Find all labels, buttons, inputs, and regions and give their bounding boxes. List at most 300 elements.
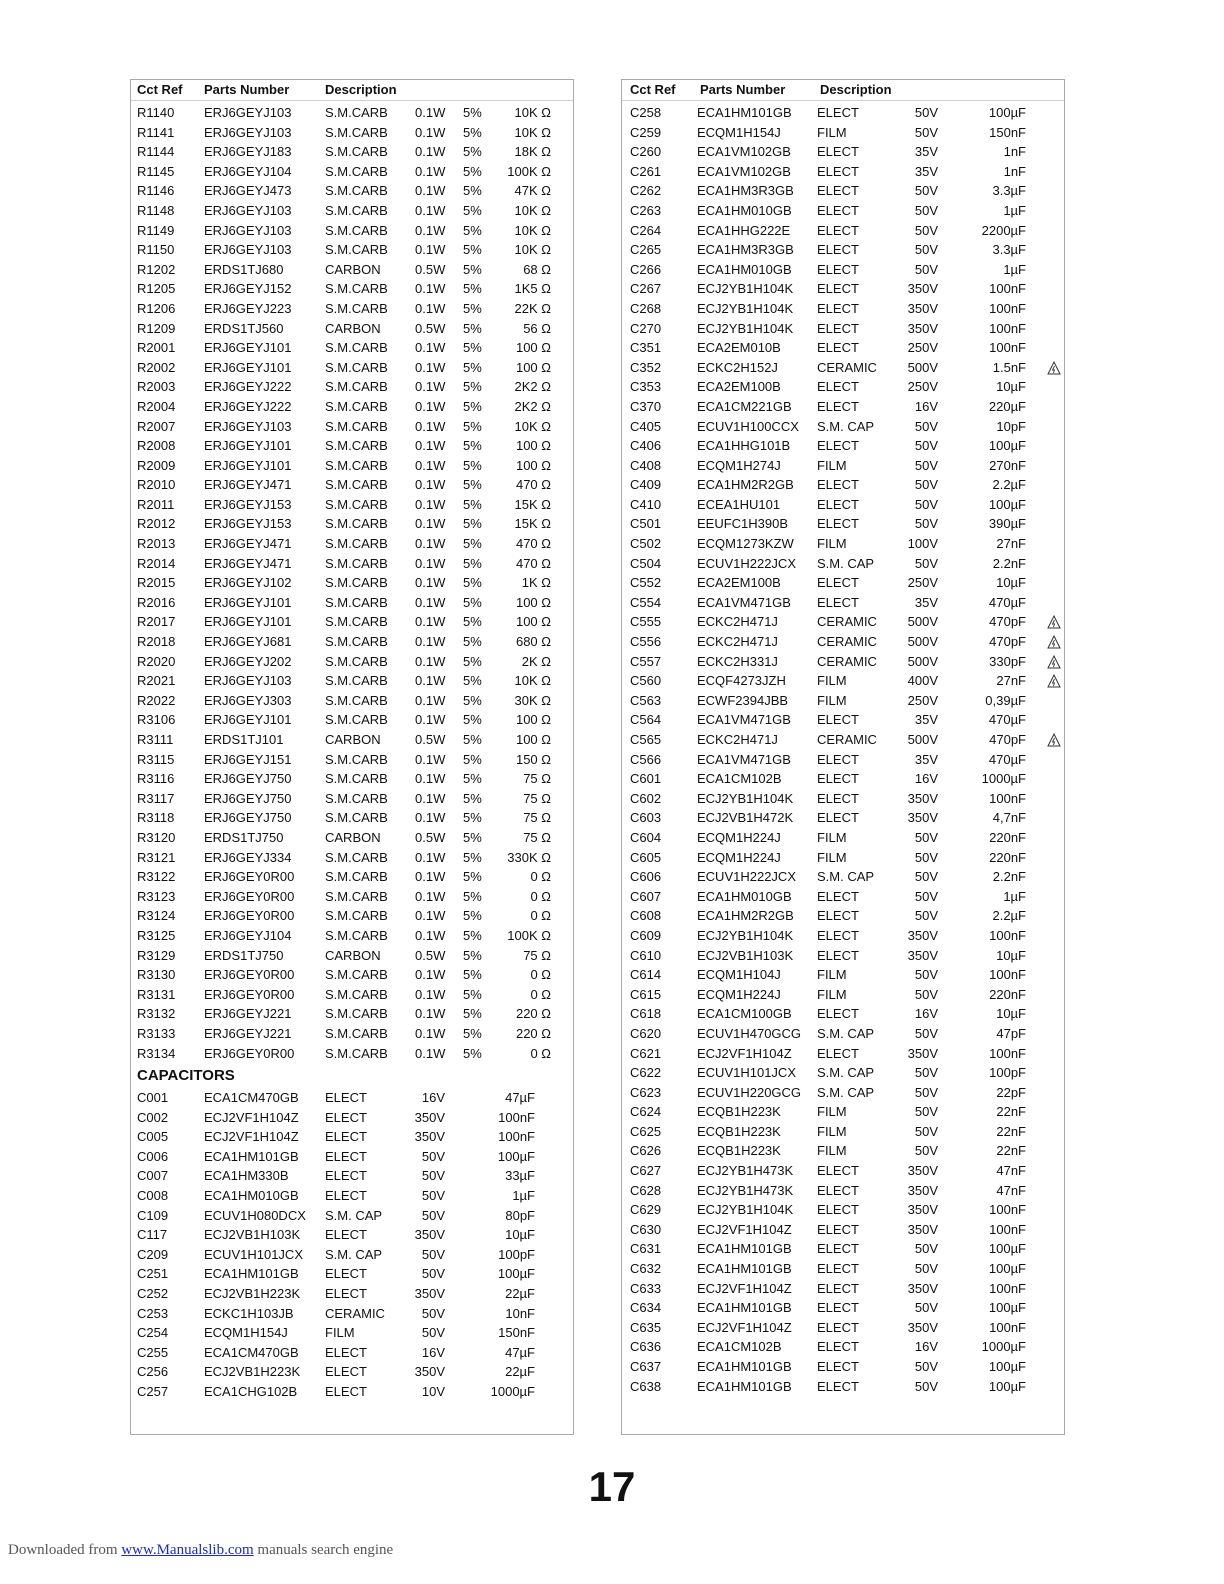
capacitor-row — [622, 1044, 1064, 1064]
description: FILM — [817, 1143, 847, 1159]
resistor-row — [131, 730, 573, 750]
value: 470pF — [989, 614, 1026, 630]
tolerance: 5% — [463, 242, 482, 258]
description: S.M.CARB — [325, 398, 388, 414]
cct-ref: C564 — [630, 712, 662, 728]
parts-number: ERJ6GEYJ103 — [204, 105, 292, 120]
voltage: 35V — [914, 594, 938, 610]
parts-number: ERJ6GEY0R00 — [204, 908, 295, 924]
description: S.M.CARB — [325, 438, 388, 454]
voltage: 500V — [907, 634, 938, 650]
power-rating: 0.1W — [415, 379, 446, 395]
cct-ref: C560 — [630, 673, 662, 689]
cct-ref: C627 — [630, 1163, 662, 1179]
tolerance: 5% — [463, 379, 482, 395]
tolerance: 5% — [463, 222, 482, 238]
value: 100 Ω — [515, 614, 551, 630]
cct-ref: R2016 — [137, 594, 176, 610]
description: ELECT — [817, 438, 859, 454]
description: FILM — [817, 692, 847, 708]
value: 470µF — [988, 594, 1026, 610]
resistor-row — [131, 906, 573, 926]
manualslib-link[interactable]: www.Manualslib.com — [121, 1542, 254, 1558]
voltage: 50V — [421, 1305, 445, 1321]
voltage: 50V — [914, 1300, 938, 1316]
resistor-row — [131, 456, 573, 476]
parts-number: ERJ6GEYJ681 — [204, 634, 292, 650]
description: S.M. CAP — [817, 555, 875, 571]
parts-number: ECUV1H470GCG — [697, 1025, 802, 1041]
description: S.M.CARB — [325, 712, 388, 728]
voltage: 35V — [914, 144, 938, 160]
value: 75 Ω — [523, 771, 551, 787]
power-rating: 0.1W — [415, 653, 446, 669]
cct-ref: R3116 — [137, 771, 175, 787]
cct-ref: C267 — [630, 281, 662, 297]
voltage: 50V — [914, 1261, 938, 1277]
description: ELECT — [817, 163, 859, 179]
capacitor-row — [622, 1200, 1064, 1220]
cct-ref: R2015 — [137, 575, 176, 591]
resistor-row — [131, 691, 573, 711]
parts-number: ECKC2H152J — [697, 359, 778, 375]
description: S.M.CARB — [325, 888, 388, 904]
description: ELECT — [817, 790, 859, 806]
capacitor-row — [622, 1220, 1064, 1240]
voltage: 50V — [914, 1065, 938, 1081]
cct-ref: C256 — [137, 1364, 169, 1380]
voltage: 250V — [907, 692, 938, 708]
voltage: 10V — [421, 1384, 445, 1399]
resistor-row — [131, 828, 573, 848]
capacitor-row — [622, 750, 1064, 770]
capacitor-row — [622, 299, 1064, 319]
parts-number: ECA1HM101GB — [204, 1266, 299, 1282]
tolerance: 5% — [463, 614, 482, 630]
parts-number: ECJ2YB1H104K — [697, 281, 794, 297]
voltage: 350V — [907, 1221, 938, 1237]
voltage: 50V — [914, 124, 938, 140]
parts-number: EEUFC1H390B — [697, 516, 789, 532]
parts-number: ECKC2H331J — [697, 653, 778, 669]
safety-warning-icon — [1047, 674, 1061, 688]
capacitor-row — [622, 926, 1064, 946]
parts-number: ERJ6GEY0R00 — [204, 869, 295, 885]
parts-number: ERJ6GEYJ222 — [204, 398, 292, 414]
capacitor-row — [622, 769, 1064, 789]
description: S.M.CARB — [325, 849, 388, 865]
parts-number: ECA1HM101GB — [204, 1148, 299, 1164]
parts-number: ERJ6GEYJ223 — [204, 300, 292, 316]
value: 100µF — [988, 1378, 1026, 1394]
parts-number: ECJ2VF1H104Z — [204, 1109, 299, 1125]
parts-number: ECA1CM470GB — [204, 1344, 299, 1360]
power-rating: 0.1W — [415, 594, 446, 610]
parts-number: ERDS1TJ750 — [204, 947, 284, 963]
value: 22pF — [996, 1084, 1026, 1100]
parts-number: ERJ6GEYJ101 — [204, 594, 292, 610]
cct-ref: R2013 — [137, 536, 176, 552]
capacitor-row — [131, 1245, 573, 1265]
cct-ref: R1205 — [137, 281, 176, 297]
cct-ref: C621 — [630, 1045, 662, 1061]
cct-ref: C253 — [137, 1305, 169, 1321]
value: 100 Ω — [515, 732, 551, 747]
parts-number: ERJ6GEYJ750 — [204, 790, 292, 806]
cct-ref: C557 — [630, 653, 662, 669]
description: ELECT — [325, 1344, 367, 1360]
resistor-row — [131, 750, 573, 770]
capacitor-row — [622, 554, 1064, 574]
cct-ref: R2010 — [137, 477, 176, 493]
description: CARBON — [325, 947, 381, 963]
power-rating: 0.1W — [415, 105, 446, 120]
cct-ref: C408 — [630, 457, 662, 473]
tolerance: 5% — [463, 751, 482, 767]
value: 1000µF — [981, 771, 1026, 787]
cct-ref: R1145 — [137, 163, 175, 179]
resistor-row — [131, 769, 573, 789]
cct-ref: C005 — [137, 1129, 169, 1145]
parts-number: ECA1HM101GB — [697, 105, 792, 120]
tolerance: 5% — [463, 849, 482, 865]
value: 100 Ω — [515, 457, 551, 473]
value: 330pF — [989, 653, 1026, 669]
value: 4,7nF — [992, 810, 1026, 826]
parts-number: ECA1CM100GB — [697, 1006, 792, 1022]
description: S.M.CARB — [325, 202, 388, 218]
voltage: 350V — [907, 790, 938, 806]
resistor-row — [131, 103, 573, 123]
description: ELECT — [325, 1129, 367, 1145]
cct-ref: C117 — [137, 1227, 168, 1243]
description: ELECT — [817, 398, 859, 414]
capacitor-row — [131, 1304, 573, 1324]
value: 1µF — [1003, 261, 1026, 277]
value: 75 Ω — [523, 790, 551, 806]
description: CERAMIC — [817, 653, 877, 669]
value: 1000µF — [490, 1384, 535, 1399]
capacitor-row — [131, 1147, 573, 1167]
voltage: 500V — [907, 359, 938, 375]
capacitor-row — [131, 1186, 573, 1206]
capacitor-row — [622, 1318, 1064, 1338]
value: 56 Ω — [523, 320, 551, 336]
description: ELECT — [817, 810, 859, 826]
cct-ref: C563 — [630, 692, 662, 708]
parts-number: ERJ6GEYJ101 — [204, 457, 292, 473]
parts-number: ECJ2VB1H223K — [204, 1286, 301, 1302]
description: ELECT — [325, 1227, 367, 1243]
value: 22K Ω — [514, 300, 551, 316]
cct-ref: C615 — [630, 986, 662, 1002]
power-rating: 0.1W — [415, 575, 446, 591]
cct-ref: R1150 — [137, 242, 175, 258]
description: CARBON — [325, 261, 381, 277]
cct-ref: R1149 — [137, 222, 175, 238]
cct-ref: R1148 — [137, 202, 175, 218]
parts-number: ERJ6GEYJ183 — [204, 144, 292, 160]
cct-ref: R3131 — [137, 986, 176, 1002]
tolerance: 5% — [463, 790, 482, 806]
description: ELECT — [817, 1202, 859, 1218]
capacitor-row — [131, 1323, 573, 1343]
voltage: 50V — [914, 986, 938, 1002]
capacitor-row — [622, 1161, 1064, 1181]
description: FILM — [817, 457, 847, 473]
cct-ref: R1206 — [137, 300, 176, 316]
description: ELECT — [817, 242, 859, 258]
voltage: 50V — [914, 1025, 938, 1041]
tolerance: 5% — [463, 692, 482, 708]
parts-number: ECA1HM101GB — [697, 1241, 792, 1257]
value: 47nF — [996, 1182, 1026, 1198]
cct-ref: C406 — [630, 438, 662, 454]
description: ELECT — [817, 320, 859, 336]
parts-number: ERJ6GEYJ202 — [204, 653, 292, 669]
voltage: 350V — [414, 1129, 445, 1145]
value: 100K Ω — [507, 927, 551, 943]
tolerance: 5% — [463, 536, 482, 552]
cct-ref: C370 — [630, 398, 662, 414]
capacitor-row — [131, 1088, 573, 1108]
description: ELECT — [817, 751, 859, 767]
parts-number: ERJ6GEY0R00 — [204, 1045, 295, 1061]
power-rating: 0.1W — [415, 967, 446, 983]
cct-ref: C261 — [630, 163, 662, 179]
parts-number: ECJ2VF1H104Z — [697, 1280, 792, 1296]
power-rating: 0.1W — [415, 202, 446, 218]
description: ELECT — [817, 712, 859, 728]
power-rating: 0.1W — [415, 849, 446, 865]
value: 22nF — [996, 1104, 1026, 1120]
description: S.M.CARB — [325, 692, 388, 708]
cct-ref: R2021 — [137, 673, 176, 689]
cct-ref: C605 — [630, 849, 662, 865]
value: 100nF — [498, 1109, 535, 1125]
parts-number: ECQM1H224J — [697, 849, 781, 865]
cct-ref: R1209 — [137, 320, 176, 336]
cct-ref: C410 — [630, 496, 662, 512]
parts-number: ERJ6GEYJ103 — [204, 222, 292, 238]
voltage: 350V — [907, 281, 938, 297]
capacitor-row — [622, 279, 1064, 299]
value: 0 Ω — [530, 967, 551, 983]
description: S.M.CARB — [325, 222, 388, 238]
voltage: 350V — [414, 1227, 445, 1243]
resistor-row — [131, 612, 573, 632]
description: S.M.CARB — [325, 1025, 388, 1041]
parts-number: ERJ6GEYJ471 — [204, 555, 292, 571]
cct-ref: R2008 — [137, 438, 176, 454]
voltage: 500V — [907, 732, 938, 747]
description: FILM — [817, 124, 847, 140]
tolerance: 5% — [463, 947, 482, 963]
cct-ref: C618 — [630, 1006, 662, 1022]
value: 10K Ω — [514, 105, 551, 120]
value: 220µF — [988, 398, 1026, 414]
capacitor-row — [622, 593, 1064, 613]
cct-ref: C623 — [630, 1084, 662, 1100]
parts-number: ECA1HM2R2GB — [697, 477, 794, 493]
description: CERAMIC — [817, 732, 877, 747]
parts-number: ECEA1HU101 — [697, 496, 781, 512]
value: 10K Ω — [514, 673, 551, 689]
tolerance: 5% — [463, 457, 482, 473]
footer — [8, 1542, 393, 1559]
tolerance: 5% — [463, 555, 482, 571]
parts-number: ECJ2YB1H104K — [697, 790, 794, 806]
parts-number: ERJ6GEYJ471 — [204, 477, 292, 493]
power-rating: 0.1W — [415, 516, 446, 532]
cct-ref: C637 — [630, 1359, 662, 1374]
parts-number: ECA2EM010B — [697, 340, 781, 356]
power-rating: 0.1W — [415, 634, 446, 650]
value: 150 Ω — [515, 751, 551, 767]
parts-number: ECJ2VF1H104Z — [204, 1129, 299, 1145]
power-rating: 0.1W — [415, 242, 446, 258]
parts-number: ECQM1H224J — [697, 986, 781, 1002]
parts-number: ECKC2H471J — [697, 614, 778, 630]
description: S.M.CARB — [325, 614, 388, 630]
voltage: 50V — [914, 1084, 938, 1100]
capacitor-row — [131, 1343, 573, 1363]
tolerance: 5% — [463, 594, 482, 610]
description: ELECT — [817, 379, 859, 395]
description: ELECT — [817, 1221, 859, 1237]
description: S.M.CARB — [325, 653, 388, 669]
cct-ref: C504 — [630, 555, 662, 571]
power-rating: 0.1W — [415, 418, 446, 434]
value: 100µF — [497, 1148, 535, 1164]
voltage: 250V — [907, 340, 938, 356]
value: 1K5 Ω — [514, 281, 551, 297]
left-parts-table — [130, 79, 574, 1435]
voltage: 50V — [421, 1148, 445, 1164]
resistor-row — [131, 789, 573, 809]
parts-number: ERJ6GEYJ334 — [204, 849, 292, 865]
cct-ref: R2009 — [137, 457, 176, 473]
capacitor-row — [622, 867, 1064, 887]
description: ELECT — [817, 300, 859, 316]
parts-number: ERDS1TJ750 — [204, 829, 284, 845]
parts-number: ERJ6GEYJ103 — [204, 673, 292, 689]
value: 100pF — [989, 1065, 1026, 1081]
cct-ref: R3117 — [137, 790, 175, 806]
power-rating: 0.1W — [415, 300, 446, 316]
header-parts-number: Parts Number — [700, 82, 786, 97]
parts-number: ECUV1H080DCX — [204, 1207, 306, 1223]
cct-ref: C622 — [630, 1065, 662, 1081]
voltage: 16V — [914, 398, 938, 414]
parts-number: ECJ2YB1H473K — [697, 1182, 794, 1198]
capacitor-row — [622, 260, 1064, 280]
capacitor-row — [622, 103, 1064, 123]
description: CERAMIC — [817, 359, 877, 375]
capacitor-row — [622, 417, 1064, 437]
parts-number: ERDS1TJ101 — [204, 732, 284, 747]
power-rating: 0.1W — [415, 438, 446, 454]
power-rating: 0.1W — [415, 457, 446, 473]
description: FILM — [817, 986, 847, 1002]
parts-number: ERJ6GEYJ103 — [204, 418, 292, 434]
parts-number: ERJ6GEYJ221 — [204, 1025, 292, 1041]
parts-number: ECQB1H223K — [697, 1143, 781, 1159]
power-rating: 0.1W — [415, 869, 446, 885]
voltage: 50V — [914, 222, 938, 238]
tolerance: 5% — [463, 927, 482, 943]
power-rating: 0.1W — [415, 888, 446, 904]
parts-number: ECJ2VB1H472K — [697, 810, 794, 826]
capacitor-row — [622, 201, 1064, 221]
capacitor-row — [622, 240, 1064, 260]
parts-number: ECA2EM100B — [697, 575, 781, 591]
description: ELECT — [817, 1319, 859, 1335]
capacitor-row — [622, 1004, 1064, 1024]
cct-ref: C635 — [630, 1319, 662, 1335]
description: S.M.CARB — [325, 516, 388, 532]
resistor-row — [131, 946, 573, 966]
description: ELECT — [817, 261, 859, 277]
power-rating: 0.1W — [415, 1025, 446, 1041]
parts-number: ECJ2YB1H104K — [697, 1202, 794, 1218]
parts-number: ECJ2VB1H103K — [697, 947, 794, 963]
value: 470 Ω — [515, 477, 551, 493]
voltage: 50V — [421, 1266, 445, 1282]
voltage: 350V — [907, 320, 938, 336]
power-rating: 0.1W — [415, 398, 446, 414]
cct-ref: C254 — [137, 1325, 169, 1341]
value: 100µF — [988, 438, 1026, 454]
value: 470pF — [989, 634, 1026, 650]
description: S.M.CARB — [325, 790, 388, 806]
tolerance: 5% — [463, 634, 482, 650]
voltage: 16V — [914, 1006, 938, 1022]
value: 100nF — [989, 1045, 1026, 1061]
voltage: 50V — [914, 1123, 938, 1139]
parts-number: ECA1HHG101B — [697, 438, 791, 454]
capacitor-row — [622, 221, 1064, 241]
value: 100nF — [989, 790, 1026, 806]
tolerance: 5% — [463, 144, 482, 160]
cct-ref: C636 — [630, 1339, 662, 1355]
description: ELECT — [817, 1339, 859, 1355]
parts-number: ECA1CM102B — [697, 1339, 782, 1355]
description: ELECT — [817, 1378, 859, 1394]
parts-number: ECJ2VF1H104Z — [697, 1221, 792, 1237]
cct-ref: R3124 — [137, 908, 176, 924]
description: ELECT — [817, 496, 859, 512]
value: 0 Ω — [530, 986, 551, 1002]
description: S.M.CARB — [325, 183, 388, 199]
power-rating: 0.1W — [415, 751, 446, 767]
capacitor-row — [131, 1108, 573, 1128]
value: 3.3µF — [992, 183, 1026, 199]
parts-number: ECA1VM471GB — [697, 751, 791, 767]
parts-number: ERJ6GEYJ102 — [204, 575, 292, 591]
voltage: 100V — [907, 536, 938, 552]
power-rating: 0.1W — [415, 496, 446, 512]
capacitor-row — [131, 1225, 573, 1245]
description: ELECT — [325, 1148, 367, 1164]
parts-number: ECUV1H220GCG — [697, 1084, 802, 1100]
parts-number: ECQB1H223K — [697, 1123, 781, 1139]
capacitor-row — [622, 162, 1064, 182]
parts-number: ERJ6GEYJ151 — [204, 751, 292, 767]
tolerance: 5% — [463, 575, 482, 591]
value: 15K Ω — [514, 496, 551, 512]
capacitor-row — [622, 1357, 1064, 1377]
